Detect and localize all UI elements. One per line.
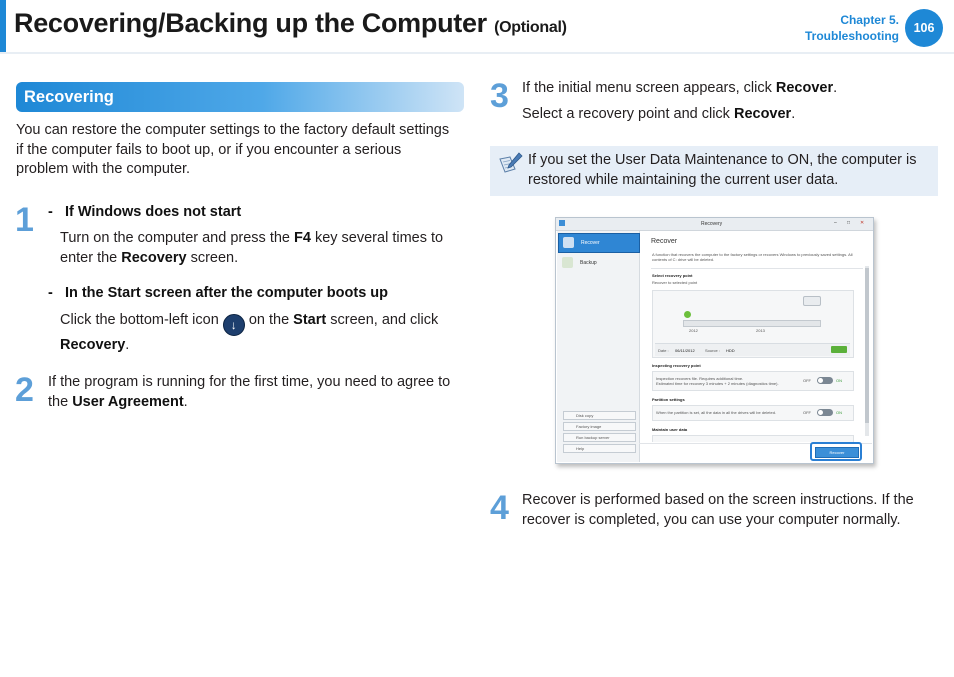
- minimize-icon[interactable]: –: [834, 220, 837, 226]
- divider: [651, 268, 863, 269]
- partition-toggle[interactable]: [817, 409, 833, 416]
- section-title: Recovering: [24, 88, 114, 106]
- help-button[interactable]: Help: [563, 444, 636, 453]
- maintain-title: Maintain user data: [652, 427, 688, 432]
- year-label: 2013: [756, 328, 765, 333]
- window-sidebar: [557, 231, 640, 462]
- dash: -: [48, 285, 53, 301]
- backup-icon: [562, 257, 573, 268]
- sub-heading: In the Start screen after the computer boots up: [64, 285, 389, 301]
- recover-icon: [563, 237, 574, 248]
- confirm-icon[interactable]: [831, 346, 847, 353]
- step-number-4: 4: [490, 489, 509, 527]
- select-recovery-sub: Recover to selected point: [652, 280, 698, 285]
- recover-description: A function that recovers the computer to the factory settings or recovers Windows to previously saved settings. All contents of C: drive will be deleted.: [652, 252, 853, 262]
- partition-title: Partition settings: [652, 397, 685, 402]
- note-text: If you set the User Data Maintenance to ON, the computer is restored while maintaining the current user data.: [528, 152, 917, 188]
- factory-image-button[interactable]: Factory image: [563, 422, 636, 431]
- recovery-point-panel: [652, 290, 854, 358]
- recovery-point-info: Date : 06/11/2012 Source : HDD: [655, 343, 850, 356]
- run-backup-server-button[interactable]: Run backup server: [563, 433, 636, 442]
- step1-sub-b-text: Click the bottom-left icon ↓ on the Start screen, and click Recovery.: [60, 312, 439, 353]
- dash: -: [48, 204, 53, 220]
- step1-sub-a-title: [48, 204, 241, 220]
- source-value: HDD: [726, 348, 735, 353]
- section-intro: You can restore the computer settings to the factory default settings if the computer fails to boot up, or if you encounter a serious problem with the computer.: [16, 122, 450, 177]
- scrollbar-thumb[interactable]: [865, 268, 869, 423]
- window-titlebar: [556, 218, 873, 231]
- step-number-2: 2: [15, 371, 34, 409]
- date-value: 06/11/2012: [675, 348, 695, 353]
- inspecting-panel: Inspection recovers file. Requires additional time. Estimated time for recovery 3 minutes + 2 minutes (diagnostics time). OFF ON: [652, 371, 854, 391]
- window-title: Recovery: [701, 221, 723, 227]
- sidebar-item-backup[interactable]: [558, 254, 638, 272]
- recovery-timeline[interactable]: [683, 320, 821, 327]
- sidebar-label: Backup: [580, 260, 597, 266]
- step1-sub-b-title: [48, 285, 388, 301]
- step-number-1: 1: [15, 201, 34, 239]
- start-down-arrow-icon: ↓: [223, 314, 245, 336]
- disk-copy-button[interactable]: Disk copy: [563, 411, 636, 420]
- chapter-name: Troubleshooting: [805, 29, 899, 43]
- maximize-icon[interactable]: □: [847, 220, 851, 226]
- sidebar-item-recover[interactable]: [558, 233, 640, 253]
- inspecting-title: Inspecting recovery point: [652, 363, 701, 368]
- close-icon[interactable]: ✕: [860, 220, 865, 226]
- recovery-point-marker[interactable]: [684, 311, 691, 318]
- chapter-label: [805, 12, 899, 44]
- zoom-button[interactable]: [803, 296, 821, 306]
- step3-line1: If the initial menu screen appears, click Recover.: [522, 80, 838, 96]
- step3-line2: Select a recovery point and click Recover.: [522, 106, 796, 122]
- title-suffix: (Optional): [494, 19, 567, 36]
- recover-button-highlight: [810, 442, 862, 461]
- select-recovery-label: Select recovery point: [652, 273, 693, 278]
- sub-heading: If Windows does not start: [64, 204, 242, 220]
- step1-sub-a-text: Turn on the computer and press the F4 key several times to enter the Recovery screen.: [60, 230, 444, 266]
- pencil-note-icon: [497, 151, 523, 177]
- inspect-toggle[interactable]: [817, 377, 833, 384]
- step2-text: If the program is running for the first time, you need to agree to the User Agreement.: [48, 374, 451, 410]
- maintain-panel: [652, 435, 854, 442]
- recovery-screenshot: [555, 217, 874, 464]
- header-accent-bar: [0, 0, 6, 52]
- app-icon: [559, 220, 565, 226]
- recover-heading: Recover: [651, 238, 678, 245]
- scrollbar[interactable]: [865, 266, 869, 436]
- partition-panel: When the partition is set, all the data in all the drives will be deleted. OFF ON: [652, 405, 854, 421]
- page-number-badge: 106: [905, 9, 943, 47]
- header-divider: [0, 52, 954, 54]
- chapter-number: Chapter 5.: [840, 13, 899, 27]
- sidebar-label: Recover: [581, 240, 600, 246]
- page-title: Recovering/Backing up the Computer (Optional): [14, 8, 567, 38]
- step4-text: Recover is performed based on the screen instructions. If the recover is completed, you can use your computer normally.: [522, 492, 914, 528]
- recover-button[interactable]: Recover: [815, 447, 859, 458]
- step-number-3: 3: [490, 77, 509, 115]
- year-label: 2012: [689, 328, 698, 333]
